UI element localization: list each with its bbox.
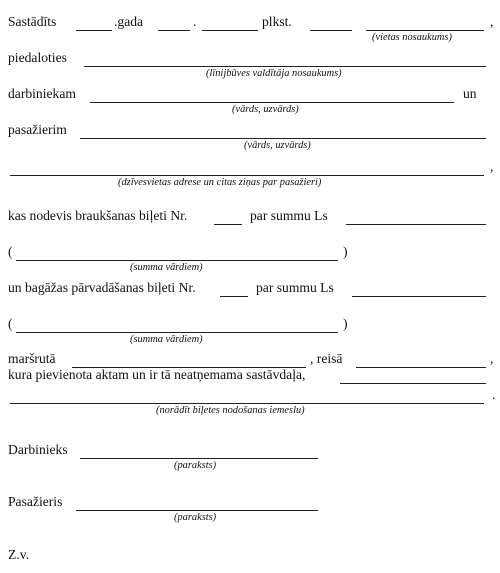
ticket-label: kas nodevis braukšanas biļeti Nr. <box>8 208 188 223</box>
year-field[interactable] <box>76 30 112 31</box>
baggage-label: un bagāžas pārvadāšanas biļeti Nr. <box>8 280 196 295</box>
ticket-amount-words-field[interactable] <box>16 260 338 261</box>
passenger-label: pasažierim <box>8 122 67 137</box>
seal-label: Z.v. <box>8 547 30 562</box>
place-hint: (vietas nosaukums) <box>372 32 452 43</box>
employee-name-field[interactable] <box>90 102 454 103</box>
employee-name-hint: (vārds, uzvārds) <box>232 104 299 115</box>
row5-comma: , <box>490 159 494 174</box>
baggage-amount-words-field[interactable] <box>16 332 338 333</box>
trip-label: , reisā <box>310 351 343 366</box>
attached-field[interactable] <box>340 383 486 384</box>
owner-hint: (līnijbūves valdītāja nosaukums) <box>206 68 342 79</box>
baggage-amount-label: par summu Ls <box>256 280 334 295</box>
route-label: maršrutā <box>8 351 56 366</box>
employee-signature-hint: (paraksts) <box>174 460 217 471</box>
employee-label: darbiniekam <box>8 86 76 101</box>
ticket-words-close: ) <box>343 244 348 259</box>
baggage-amount-field[interactable] <box>352 296 486 297</box>
time-field[interactable] <box>310 30 352 31</box>
ticket-amount-field[interactable] <box>346 224 486 225</box>
year-label: .gada <box>114 14 144 29</box>
passenger-address-hint: (dzīvesvietas adrese un citas ziņas par pasažieri) <box>118 177 322 188</box>
day-field[interactable] <box>202 30 258 31</box>
trip-field[interactable] <box>356 367 486 368</box>
baggage-words-hint: (summa vārdiem) <box>130 334 203 345</box>
ticket-words-hint: (summa vārdiem) <box>130 262 203 273</box>
baggage-words-open: ( <box>8 316 13 331</box>
date-separator: . <box>193 14 197 29</box>
time-label: plkst. <box>262 14 292 29</box>
ticket-words-open: ( <box>8 244 13 259</box>
participating-label: piedaloties <box>8 50 67 65</box>
place-field[interactable] <box>366 30 484 31</box>
ticket-amount-label: par summu Ls <box>250 208 328 223</box>
attached-label: kura pievienota aktam un ir tā neatņemama sastāvdaļa, <box>8 367 306 382</box>
reason-field[interactable] <box>10 403 484 404</box>
passenger-name-hint: (vārds, uzvārds) <box>244 140 311 151</box>
passenger-signature-field[interactable] <box>76 510 318 511</box>
owner-field[interactable] <box>84 66 486 67</box>
baggage-words-close: ) <box>343 316 348 331</box>
created-label: Sastādīts <box>8 14 57 29</box>
baggage-number-field[interactable] <box>220 296 248 297</box>
row12-period: . <box>492 387 496 402</box>
employee-signature-field[interactable] <box>80 458 318 459</box>
ticket-number-field[interactable] <box>214 224 242 225</box>
and-label: un <box>463 86 477 101</box>
passenger-name-field[interactable] <box>80 138 486 139</box>
employee-signature-label: Darbinieks <box>8 442 68 457</box>
row10-comma: , <box>490 351 494 366</box>
row1-comma: , <box>490 14 494 29</box>
passenger-signature-label: Pasažieris <box>8 494 63 509</box>
passenger-address-field[interactable] <box>10 175 484 176</box>
reason-hint: (norādīt biļetes nodošanas iemeslu) <box>156 405 305 416</box>
month-field[interactable] <box>158 30 190 31</box>
passenger-signature-hint: (paraksts) <box>174 512 217 523</box>
